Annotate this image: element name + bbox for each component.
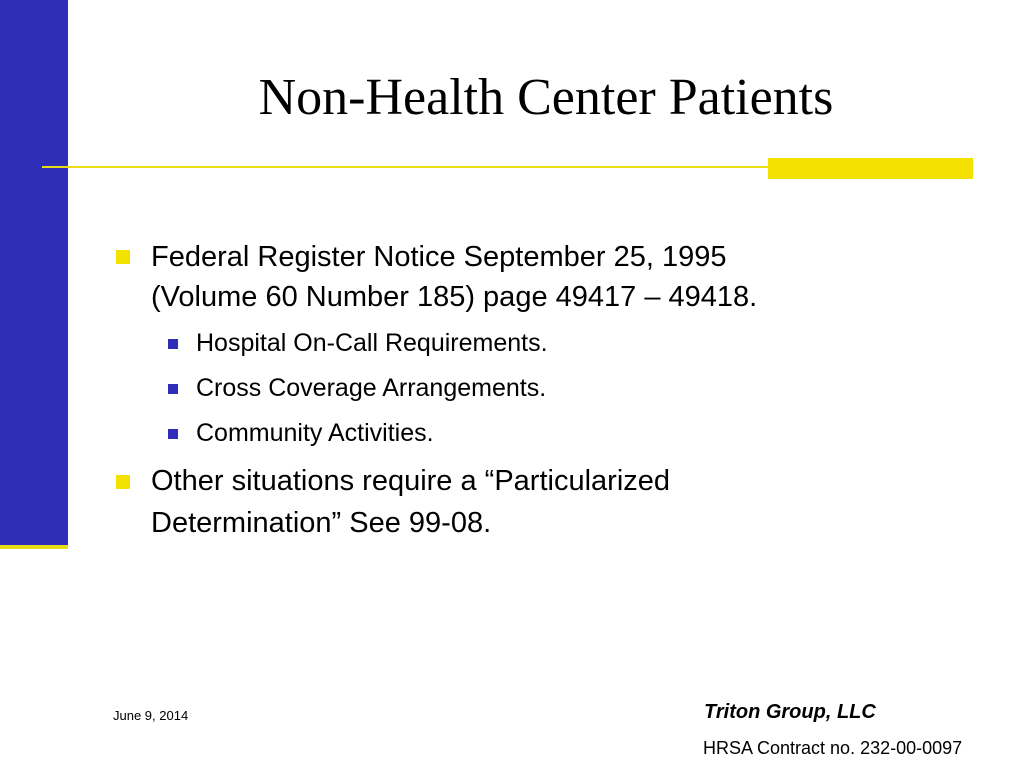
footer-company: Triton Group, LLC <box>704 701 876 723</box>
bullet-text-line: Other situations require a “Particularized <box>151 465 671 497</box>
sub-bullet-text: Community Activities. <box>196 419 434 447</box>
sub-bullet-square-icon <box>168 429 178 439</box>
bullet-square-icon <box>116 250 130 264</box>
bullet-text-line: Determination” See 99-08. <box>151 507 492 539</box>
bullet-text-line: (Volume 60 Number 185) page 49417 – 49418. <box>151 281 758 313</box>
bullet-square-icon <box>116 475 130 489</box>
footer-date: June 9, 2014 <box>113 708 189 723</box>
footer-contract: HRSA Contract no. 232-00-0097 <box>703 738 963 758</box>
sub-bullet-text: Hospital On-Call Requirements. <box>196 329 548 357</box>
sub-bullet-square-icon <box>168 384 178 394</box>
sub-bullet-square-icon <box>168 339 178 349</box>
sub-bullet-text: Cross Coverage Arrangements. <box>196 374 547 402</box>
slide-title: Non-Health Center Patients <box>258 69 834 126</box>
bullet-text-line: Federal Register Notice September 25, 1995 <box>151 241 727 273</box>
